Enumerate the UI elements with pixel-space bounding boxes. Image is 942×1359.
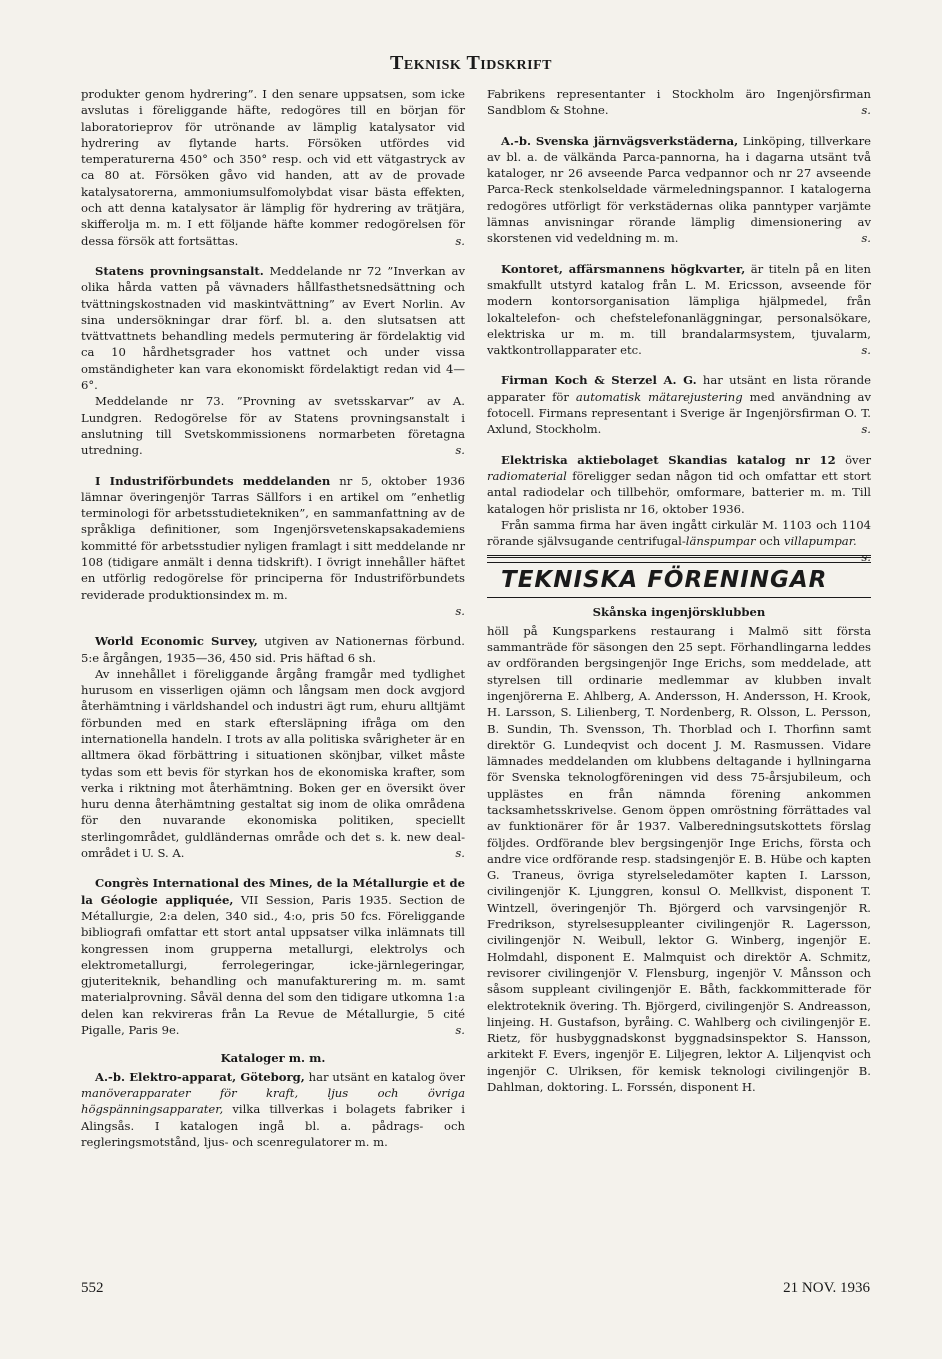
entry-heading: Firman Koch & Sterzel A. G.: [501, 373, 697, 388]
signature: s.: [455, 603, 465, 618]
paragraph: Av innehållet i föreliggande årgång framgår med tydlighet hurusom en visserligen ojämn och långsam men dock avgjord återhämtning i världshandel och industri ägt rum, ehuru alltjämt förbunden med en stark eftersläpning ifråga om den internationella handeln. I trots av alla politiska svårigheter är en alltmera ökad förbättring i situationen skönjbar, vilket måste tydas som ett bevis för styrkan hos de ekonomiska krafter, som verka i riktning mot återhämtning. Boken ger en översikt över huru denna återhämtning gestaltat sig inom de olika områdena för den nuvarande ekonomiska politiken, speciellt sterlingområdet, guldländernas område och det s. k. new deal-området i U. S. A. s.: [81, 666, 465, 861]
right-column: [487, 86, 871, 1095]
signature: s.: [861, 550, 871, 565]
section-banner: [487, 555, 871, 598]
signature: s.: [861, 231, 871, 246]
entry-heading: Kontoret, affärsmannens högkvarter,: [501, 261, 746, 276]
signature: s.: [861, 103, 871, 118]
paragraph: Elektriska aktiebolaget Skandias katalog nr 12 över radiomaterial föreligger sedan någon tid och omfattar ett stort antal radiodelar och tillbehör, omformare, batterier m. m. Till katalogen hör prislista nr 16, oktober 1936.: [487, 452, 872, 516]
paragraph: Congrès International des Mines, de la Métallurgie et de la Géologie appliquée, VII Session, Paris 1935. Section de Métallurgie, 2:a delen, 340 sid., 4:o, pris 50 fcs. Föreliggande bibliografi omfattar ett stort antal uppsatser vilka inlämnats till kongressen inom grupperna metallurgi, elektrolys och elektrometallurgi, ferrolegeringar, icke-järnlegeringar, gjuteriteknik, behandling och manufakturering m. m. samt materialprovning. Såväl denna del som den tidigare utkomna 1:a delen kan rekvireras från La Revue de Métallurgie, 5 cité Pigalle, Paris 9e. s.: [81, 876, 466, 1038]
signature: s.: [861, 343, 871, 358]
signature: s.: [455, 846, 465, 861]
signature: s.: [455, 233, 465, 248]
entry-heading: Elektriska aktiebolaget Skandias katalog nr 12: [501, 452, 836, 467]
entry-heading: A.-b. Svenska järnvägsverkstäderna,: [501, 133, 739, 148]
paragraph: I Industriförbundets meddelanden nr 5, oktober 1936 lämnar överingenjör Tarras Sällfors i en artikel om ”enhetlig terminologi för arbetsstudietekniken”, en sammanfattning av de språkliga definitioner, som Ingenjörsvetenskapsakademiens kommitté för arbetsstudier nyligen framlagt i sitt meddelande nr 108 (tidigare anmält i denna tidskrift). I övrigt innehåller häftet en utförlig redogörelse för principerna för Industriförbundets reviderade produktionsindex m. m.: [81, 473, 465, 602]
signature: s.: [455, 443, 465, 458]
paragraph: Firman Koch & Sterzel A. G. har utsänt en lista rörande apparater för automatisk mätarejustering med användning av fotocell. Firmans representant i Sverige är Ingenjörsfirman O. T. Axlund, Stockholm. s.: [487, 373, 872, 437]
issue-date: 21 NOV. 1936: [783, 1280, 870, 1296]
paragraph: Fabrikens representanter i Stockholm äro Ingenjörsfirman Sandblom & Stohne. s.: [487, 87, 871, 118]
entry-heading: A.-b. Elektro-apparat, Göteborg,: [95, 1069, 305, 1084]
journal-title: Teknisk Tidskrift: [390, 52, 552, 74]
section-banner-title: TEKNISKA FÖRENINGAR: [487, 562, 871, 597]
paragraph: Från samma firma har även ingått cirkulär M. 1103 och 1104 rörande självsugande centrifugal-länspumpar och villapumpar. s.: [487, 517, 871, 565]
left-column: [81, 86, 465, 1150]
entry-heading: Statens provningsanstalt.: [95, 263, 264, 278]
paragraph: World Economic Survey, utgiven av Nationernas förbund. 5:e årgången, 1935—36, 450 sid. Pris häftad 6 sh.: [81, 634, 465, 665]
signature: s.: [861, 422, 871, 437]
paragraph: A.-b. Elektro-apparat, Göteborg, har utsänt en katalog över manöverapparater för kraft, ljus och övriga högspänningsapparater, vilka tillverkas i bolagets fabriker i Alingsås. I katalogen ingå bl. a. pådrags- och regleringsmotstånd, ljus- och scenregulatorer m. m.: [81, 1069, 466, 1149]
entry-heading: Congrès International des Mines, de la Métallurgie et de la Géologie appliquée,: [81, 876, 465, 907]
entry-heading: I Industriförbundets meddelanden: [95, 473, 331, 488]
paragraph: produkter genom hydrering”. I den senare uppsatsen, som icke avslutas i föreliggande häfte, redogöres till en början för laboratorieprov för utrönande av lämplig katalysator vid hydrering av flytande harts. Försöken utfördes vid temperaturerna 450° och 350° resp. och vid ett vätgastryck av ca 80 at. Försöken gåvo vid handen, att av de provade katalysatorerna, ammoniumsulfomolybdat visar bästa effekten, och att denna katalysator är lämplig för hydrering av trätjära, skifferolja m. m. I ett följande häfte kommer redogörelsen för dessa försök att fortsättas. s.: [81, 87, 465, 248]
signature: s.: [455, 1023, 465, 1038]
paragraph: höll på Kungsparkens restaurang i Malmö sitt första sammanträde för säsongen den 25 sept. Förhandlingarna leddes av ordföranden bergsingenjör Inge Erichs, som meddelade, att styrelsen till ordinarie medlemmar av klubben invalt ingenjörerna E. Ahlberg, A. Andersson, H. Andersson, H. Krook, H. Larsson, S. Lilienberg, T. Nordenberg, R. Olsson, L. Persson, B. Sundin, Th. Svensson, Th. Thorblad och I. Thorfinn samt direktör G. Lundeqvist och docent J. M. Rasmussen. Vidare lämnades meddelanden om klubbens deltagande i hyllningarna för Svenska teknologföreningen vid dess 75-årsjubileum, och upplästes en från nämnda förening ankommen tacksamhetsskrivelse. Genom öppen omröstning förrättades val av funktionärer för år 1937. Valberedningsutskottets förslag följdes. Ordförande blev bergsingenjör Inge Erichs, första och andre vice ordförande resp. stadsingenjör E. B. Hübe och kapten G. Traneus, övriga styrelseledamöter kapten I. Larsson, civilingenjör K. Ljunggren, konsul O. Mellkvist, disponent T. Wintzell, överingenjör Th. Björgerd och varvsingenjör R. Fredrikson, styrelsesuppleanter civilingenjör R. Lagersson, civilingenjör N. Weibull, lektor G. Winberg, ingenjör E. Holmdahl, disponent E. Malmquist och direktör A. Schmitz, revisorer civilingenjör V. Flensburg, ingenjör V. Månsson och såsom suppleant civilingenjör E. Båth, fackkommitterade för elektroteknik övering. Th. Björgerd, civilingenjör S. Andreasson, linjeing. H. Gustafson, byråing. C. Wahlberg och civilingenjör E. Rietz, för husbyggnadskonst byggnadsinspektor S. Hansson, arkitekt F. Evers, ingenjör E. Liljegren, lektor A. Liljenqvist och ingenjör C. Ulriksen, för kemisk teknologi civilingenjör B. Dahlman, doktoring. L. Forssén, disponent H.: [487, 623, 871, 1095]
entry-heading: World Economic Survey,: [95, 634, 258, 649]
paragraph: Statens provningsanstalt. Meddelande nr 72 ”Inverkan av olika hårda vatten på vävnaders hållfasthetsnedsättning och tvättningskostnaden vid maskintvättning” av Evert Norlin. Av sina undersökningar drar förf. bl. a. den slutsatsen att tvättvattnets behandling medels permutering är fördelaktig vid ca 10 hårdhetsgrader hos vattnet och under vissa omständigheter kan vara ekonomiskt fördelaktigt redan vid 4—6°.: [81, 263, 465, 393]
section-heading: Kataloger m. m.: [220, 1051, 326, 1066]
paragraph: Kontoret, affärsmannens högkvarter, är titeln på en liten smakfullt utstyrd katalog från L. M. Ericsson, avseende för modern kontorsorganisation lämpliga hjälpmedel, från lokaltelefon- och chefstelefonanläggningar, personalsökare, elektriska ur m. m. till brandalarmsystem, tjuvalarm, vaktkontrollapparater etc. s.: [487, 261, 872, 358]
paragraph: Meddelande nr 73. ”Provning av svetsskarvar” av A. Lundgren. Redogörelse för av Statens provningsanstalt i anslutning till Svetskommissionens normarbeten företagna utredning. s.: [81, 394, 465, 458]
paragraph: A.-b. Svenska järnvägsverkstäderna, Linköping, tillverkare av bl. a. de välkända Parca-pannorna, ha i dagarna utsänt två kataloger, nr 26 avseende Parca vedpannor och nr 27 avseende Parca-Reck stenkolseldade värmeledningspannor. I katalogerna redogöres utförligt för verkstädernas olika panntyper varjämte lämnas anvisningar rörande lämplig dimensionering av skorstenen vid vedeldning m. m. s.: [487, 133, 871, 246]
page-number: 552: [81, 1280, 104, 1296]
section-heading: Skånska ingenjörsklubben: [592, 605, 766, 620]
